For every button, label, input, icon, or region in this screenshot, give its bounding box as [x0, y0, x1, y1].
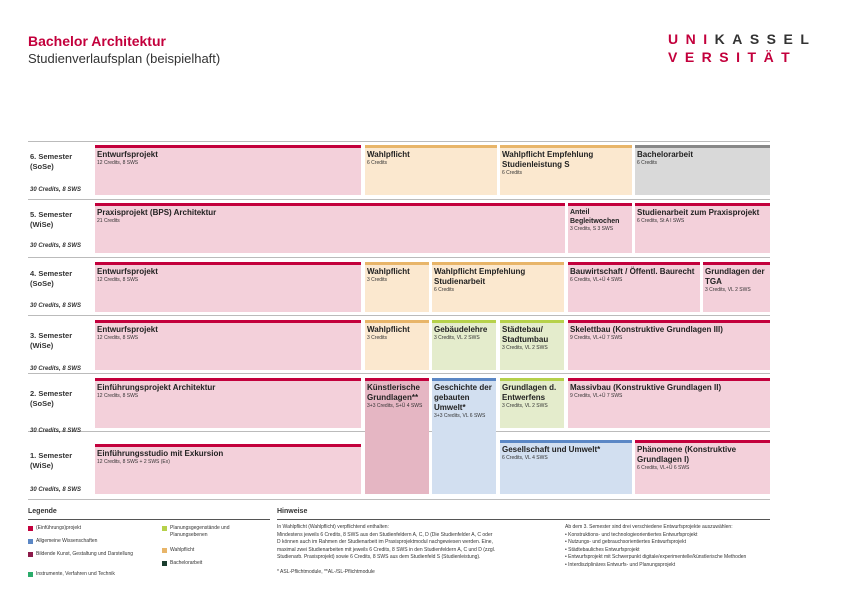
semester-label: 2. Semester (SoSe): [30, 389, 73, 408]
legend-item: Planungsgegenstände und Planungsebenen: [162, 525, 262, 539]
legend-swatch: [162, 526, 167, 531]
semester-credits: 30 Credits, 8 SWS: [30, 487, 82, 493]
row-divider: [28, 499, 770, 500]
page-title: Bachelor Architektur: [28, 33, 166, 49]
row-divider: [28, 257, 770, 258]
legend-divider: [28, 519, 270, 520]
university-logo: UNIKASSEL VERSITÄT: [668, 31, 817, 65]
semester-label: 6. Semester (SoSe): [30, 152, 73, 171]
legend-swatch: [28, 539, 33, 544]
module-massivbau[interactable]: Massivbau (Konstruktive Grundlagen II) 9 Credits, VL+Ü 7 SWS: [568, 378, 770, 428]
module-wahlpflicht-empfehlung-s4[interactable]: Wahlpflicht Empfehlung Studienarbeit 6 Credits: [432, 262, 564, 312]
module-skelettbau[interactable]: Skelettbau (Konstruktive Grundlagen III) 9 Credits, VL+Ü 7 SWS: [568, 320, 770, 370]
legend-swatch: [162, 561, 167, 566]
module-wahlpflicht-s3[interactable]: Wahlpflicht 3 Credits: [365, 320, 429, 370]
module-bachelorarbeit[interactable]: Bachelorarbeit 6 Credits: [635, 145, 770, 195]
module-wahlpflicht-s6[interactable]: Wahlpflicht 6 Credits: [365, 145, 497, 195]
legend-heading: Legende: [28, 508, 57, 515]
module-bauwirtschaft[interactable]: Bauwirtschaft / Öffentl. Baurecht 6 Credits, VL+Ü 4 SWS: [568, 262, 700, 312]
page-subtitle: Studienverlaufsplan (beispielhaft): [28, 51, 221, 66]
row-divider: [28, 315, 770, 316]
module-kuenstlerische-grundlagen[interactable]: Künstlerische Grundlagen** 3+3 Credits, S+Ü 4 SWS: [365, 378, 429, 494]
semester-credits: 30 Credits, 8 SWS: [30, 366, 82, 372]
hinweise-heading: Hinweise: [277, 508, 308, 515]
module-phaenomene[interactable]: Phänomene (Konstruktive Grundlagen I) 6 Credits, VL+Ü 6 SWS: [635, 440, 770, 494]
legend-item: Allgemeine Wissenschaften: [28, 538, 158, 545]
module-grundlagen-entwerfens[interactable]: Grundlagen d. Entwerfens 3 Credits, VL 2 SWS: [500, 378, 564, 428]
hinweise-text-right: Ab dem 3. Semester sind drei verschiedene Entwurfsprojekte auszuwählen: • Konstruktions- und technologieorientiertes Entwurfsprojekt • Nutzungs- und gebrauchsorientiertes Entwurfsprojekt • Städtebauliches Entwurfsprojekt • Entwurfsprojekt mit Schwerpunkt digitale/experimentelle/künstlerische Methoden • Interdisziplinäres Entwurfs- und Planungsprojekt: [565, 524, 747, 568]
semester-credits: 30 Credits, 8 SWS: [30, 187, 82, 193]
module-wahlpflicht-s4[interactable]: Wahlpflicht 3 Credits: [365, 262, 429, 312]
hinweise-divider: [277, 519, 770, 520]
module-praxisprojekt[interactable]: Praxisprojekt (BPS) Architektur 21 Credits: [95, 203, 565, 253]
legend-item: Instrumente, Verfahren und Technik: [28, 571, 168, 578]
semester-label: 4. Semester (SoSe): [30, 269, 73, 288]
module-anteil-begleitwochen[interactable]: Anteil Begleitwochen 3 Credits, S 3 SWS: [568, 203, 632, 253]
legend-swatch: [162, 548, 167, 553]
hinweise-text-left: In Wahlpflicht (Wahlpflicht) verpflichtend enthalten: Mindestens jeweils 6 Credits, 8 SWS aus den Studienfeldern A, C, D (Die Studienfelder A, C oder D können auch im Rahmen der Studienarbeit im Praxisprojektmodul nachgewiesen werden. Eine, maximal zwei Studienarbeiten mit jeweils 6 Credits, 8 SWS in den Studienfeldern A, C und D (zzgl. Studienarb. Praxisprojekt) sowie 6 Credits, 8 SWS aus dem Studienfeld S (Studienleistung). * ASL-Pflichtmodule, **AL-/SL-Pflichtmodule: [277, 524, 496, 575]
row-divider: [28, 373, 770, 374]
semester-label: 5. Semester (WiSe): [30, 210, 73, 229]
module-einfuehrungsprojekt[interactable]: Einführungsprojekt Architektur 12 Credits, 8 SWS: [95, 378, 361, 428]
module-entwurfsprojekt-s6[interactable]: Entwurfsprojekt 12 Credits, 8 SWS: [95, 145, 361, 195]
module-entwurfsprojekt-s4[interactable]: Entwurfsprojekt 12 Credits, 8 SWS: [95, 262, 361, 312]
semester-credits: 30 Credits, 8 SWS: [30, 428, 82, 434]
semester-credits: 30 Credits, 8 SWS: [30, 243, 82, 249]
legend-item: (Einführungs)projekt: [28, 525, 158, 532]
semester-credits: 30 Credits, 8 SWS: [30, 303, 82, 309]
module-geschichte-gebauten-umwelt[interactable]: Geschichte der gebauten Umwelt* 3+3 Credits, VL 6 SWS: [432, 378, 496, 494]
module-staedtebau[interactable]: Städtebau/ Stadtumbau 3 Credits, VL 2 SWS: [500, 320, 564, 370]
legend-swatch: [28, 526, 33, 531]
module-gebaeudelehre[interactable]: Gebäudelehre 3 Credits, VL 2 SWS: [432, 320, 496, 370]
module-wahlpflicht-empfehlung-s6[interactable]: Wahlpflicht Empfehlung Studienleistung S 6 Credits: [500, 145, 632, 195]
row-divider: [28, 199, 770, 200]
module-einfuehrungsstudio[interactable]: Einführungsstudio mit Exkursion 12 Credits, 8 SWS + 2 SWS (Ex): [95, 444, 361, 494]
legend-swatch: [28, 572, 33, 577]
legend-item: Wahlpflicht: [162, 547, 262, 554]
row-divider: [28, 141, 770, 142]
module-grundlagen-tga[interactable]: Grundlagen der TGA 3 Credits, VL 2 SWS: [703, 262, 770, 312]
semester-label: 3. Semester (WiSe): [30, 331, 73, 350]
legend-item: Bildende Kunst, Gestaltung und Darstellung: [28, 551, 148, 558]
module-gesellschaft-umwelt[interactable]: Gesellschaft und Umwelt* 6 Credits, VL 4 SWS: [500, 440, 632, 494]
module-studienarbeit-praxisprojekt[interactable]: Studienarbeit zum Praxisprojekt 6 Credits, St A I SWS: [635, 203, 770, 253]
semester-label: 1. Semester (WiSe): [30, 451, 73, 470]
module-entwurfsprojekt-s3[interactable]: Entwurfsprojekt 12 Credits, 8 SWS: [95, 320, 361, 370]
legend-swatch: [28, 552, 33, 557]
legend-item: Bachelorarbeit: [162, 560, 262, 567]
